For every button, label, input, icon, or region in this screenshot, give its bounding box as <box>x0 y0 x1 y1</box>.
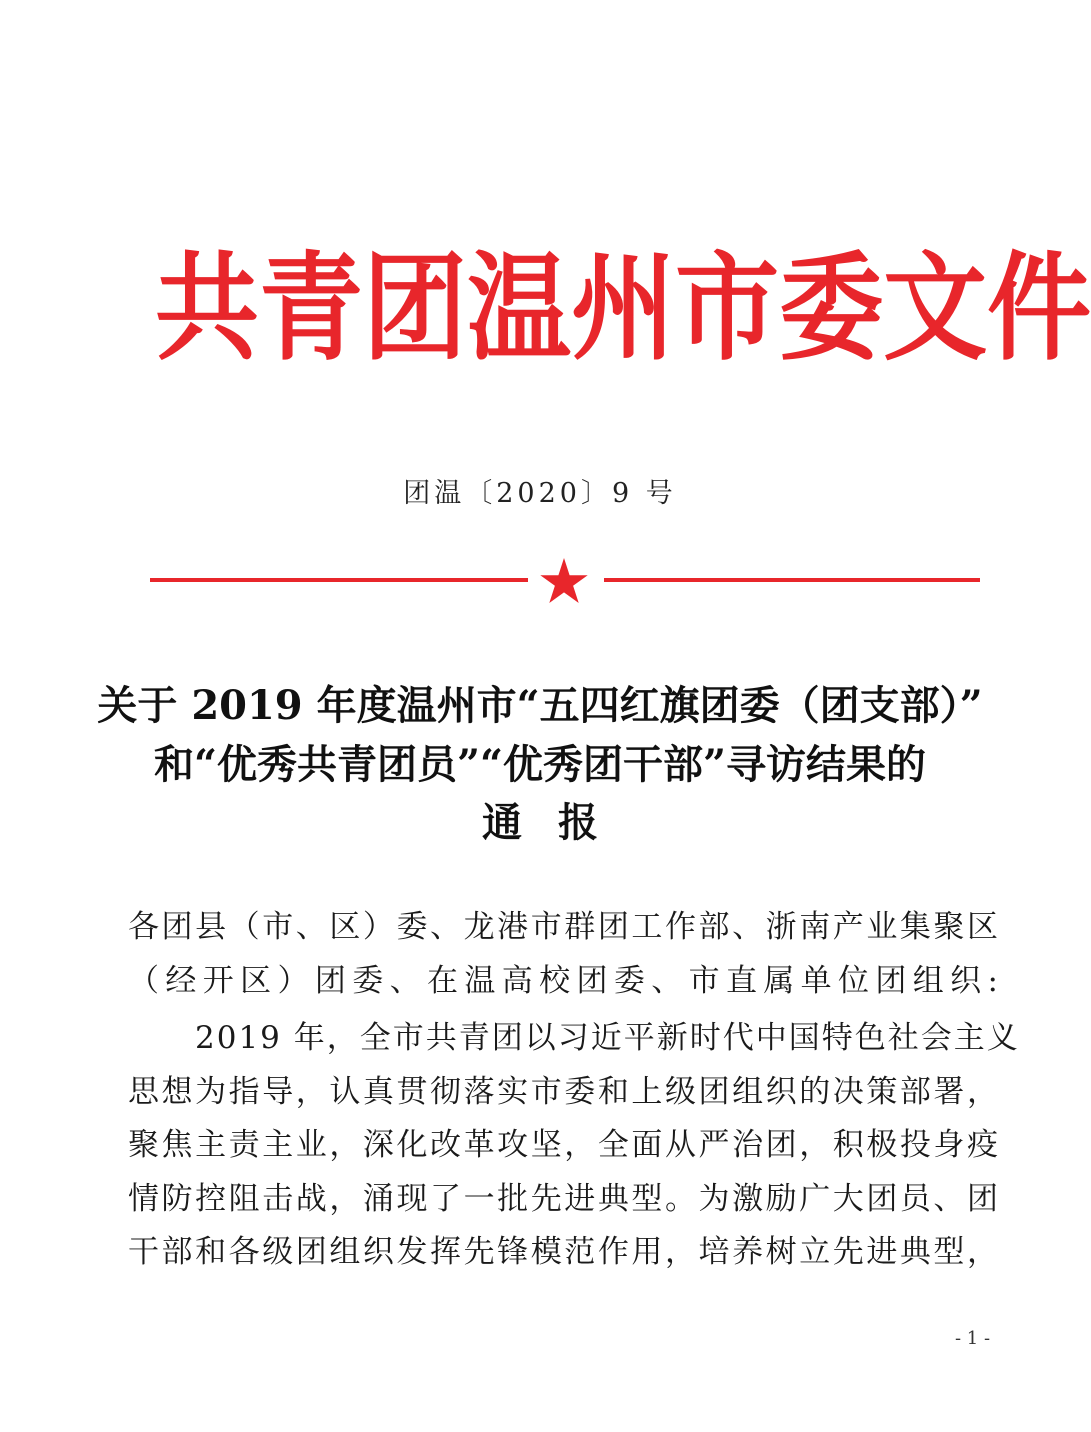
red-divider-right <box>604 578 980 582</box>
header-char: 委 <box>779 239 884 377</box>
body-line: 聚焦主责主业，深化改革攻坚，全面从严治团，积极投身疫 <box>128 1127 1000 1163</box>
page-number: - 1 - <box>955 1328 991 1349</box>
document-number: 团温〔2020〕9 号 <box>403 478 677 509</box>
body-line: 思想为指导，认真贯彻落实市委和上级团组织的决策部署， <box>128 1074 1000 1110</box>
title-line-1: 关于 2019 年度温州市“五四红旗团委（团支部）” <box>97 682 983 729</box>
header-char: 温 <box>467 239 572 377</box>
title-line-3: 通报 <box>482 799 634 846</box>
header-char: 青 <box>259 239 364 377</box>
body-line: 情防控阻击战，涌现了一批先进典型。为激励广大团员、团 <box>128 1181 1000 1217</box>
header-char: 文 <box>883 239 988 377</box>
body-line: （经开区）团委、在温高校团委、市直属单位团组织: <box>128 963 1000 999</box>
body-line: 干部和各级团组织发挥先锋模范作用，培养树立先进典型， <box>128 1234 1000 1270</box>
header-char: 州 <box>571 239 676 377</box>
body-line: 2019 年，全市共青团以习近平新时代中国特色社会主义 <box>195 1020 1020 1056</box>
header-char: 团 <box>363 239 468 377</box>
star-icon <box>540 558 588 604</box>
red-divider-left <box>150 578 528 582</box>
header-char: 市 <box>675 239 780 377</box>
title-line-2: 和“优秀共青团员”“优秀团干部”寻访结果的 <box>153 741 927 788</box>
header-char: 件 <box>987 239 1091 377</box>
body-line: 各团县（市、区）委、龙港市群团工作部、浙南产业集聚区 <box>128 909 1000 945</box>
document-header-title <box>155 238 1091 378</box>
header-char: 共 <box>155 239 260 377</box>
